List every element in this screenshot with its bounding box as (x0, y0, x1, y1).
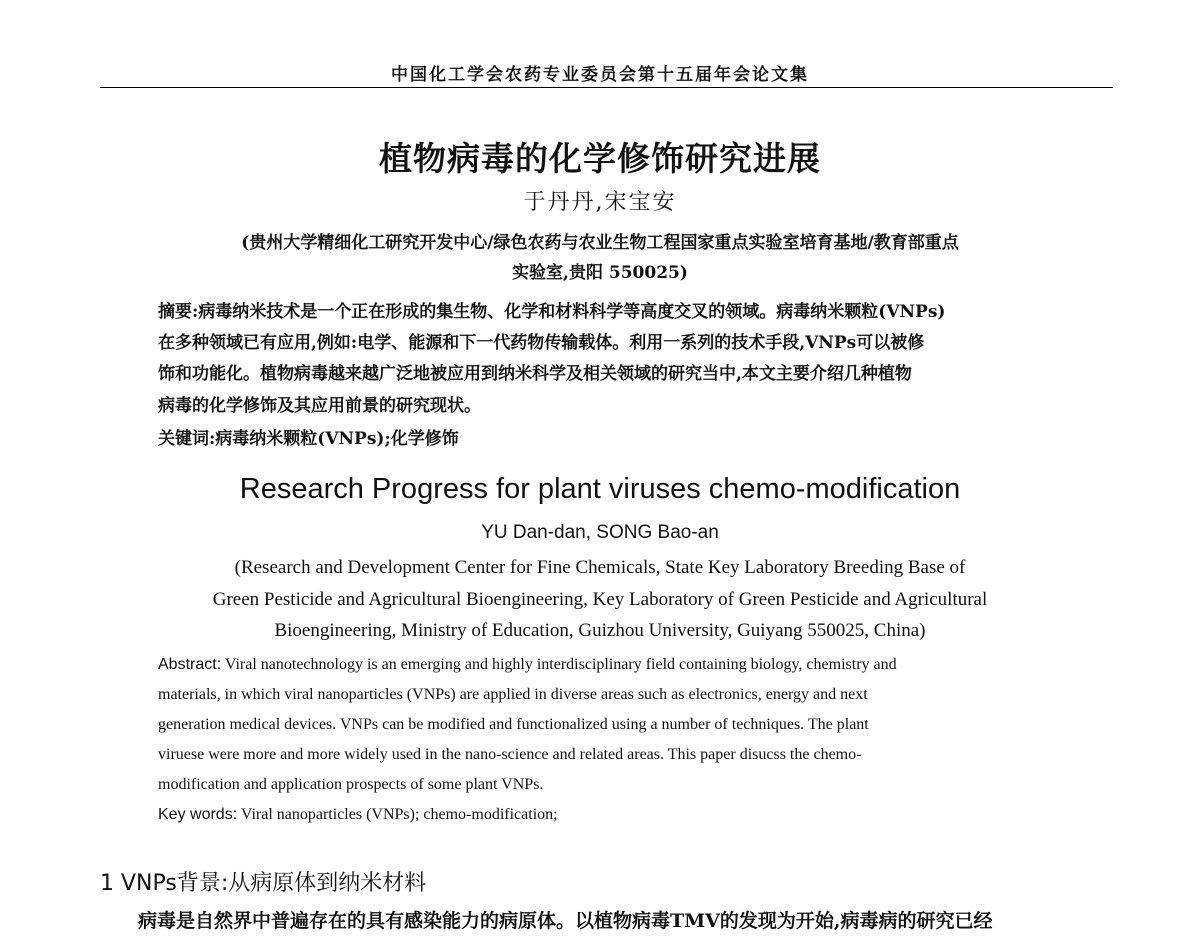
keywords-cn: 关键词:病毒纳米颗粒(VNPs);化学修饰 (158, 429, 459, 449)
abstract-en-line-5: modification and application prospects of some plant VNPs. (158, 776, 544, 793)
affiliation-cn-line-2: 实验室,贵阳 550025) (512, 263, 688, 283)
paper-title-en: Research Progress for plant viruses chemo-modification (239, 473, 961, 505)
abstract-en-label: Abstract: (158, 656, 222, 673)
abstract-cn-line-4: 病毒的化学修饰及其应用前景的研究现状。 (158, 396, 481, 416)
header-rule (100, 87, 1113, 88)
authors-cn: 于丹丹,宋宝安 (523, 190, 677, 215)
affiliation-en-line-2: Green Pesticide and Agricultural Bioengineering, Key Laboratory of Green Pesticide and Agricultural (212, 589, 988, 610)
affiliation-cn-line-1: (贵州大学精细化工研究开发中心/绿色农药与农业生物工程国家重点实验室培育基地/教育部重点 (241, 233, 959, 253)
affiliation-en-line-3: Bioengineering, Ministry of Education, Guizhou University, Guiyang 550025, China) (274, 620, 926, 641)
abstract-cn-label: 摘要: (158, 302, 199, 322)
running-header: 中国化工学会农药专业委员会第十五届年会论文集 (391, 65, 809, 85)
keywords-en-label: Key words: (158, 806, 238, 823)
abstract-cn-line-2: 在多种领域已有应用,例如:电学、能源和下一代药物传输载体。利用一系列的技术手段,VNPs可以被修 (158, 333, 925, 353)
keywords-cn-label: 关键词: (158, 429, 216, 449)
abstract-cn-line-1: 摘要:病毒纳米技术是一个正在形成的集生物、化学和材料科学等高度交叉的领域。病毒纳米颗粒(VNPs) (158, 302, 946, 322)
abstract-en-line-4: viruese were more and more widely used in the nano-science and related areas. This paper disucss the chemo- (158, 746, 862, 763)
paper-title-cn: 植物病毒的化学修饰研究进展 (379, 139, 821, 178)
affiliation-en-line-1: (Research and Development Center for Fine Chemicals, State Key Laboratory Breeding Base of (234, 557, 966, 578)
abstract-en-line-3: generation medical devices. VNPs can be modified and functionalized using a number of techniques. The plant (158, 716, 869, 733)
abstract-en-line-2: materials, in which viral nanoparticles (VNPs) are applied in diverse areas such as electronics, energy and next (158, 686, 868, 703)
abstract-en-line-1: Abstract: Viral nanotechnology is an emerging and highly interdisciplinary field containing biology, chemistry and (158, 656, 897, 673)
authors-en: YU Dan-dan, SONG Bao-an (481, 522, 719, 543)
section-heading-1: 1 VNPs背景:从病原体到纳米材料 (100, 871, 427, 896)
abstract-cn-line-3: 饰和功能化。植物病毒越来越广泛地被应用到纳米科学及相关领域的研究当中,本文主要介绍几种植物 (158, 364, 912, 384)
body-paragraph-line-1: 病毒是自然界中普遍存在的具有感染能力的病原体。以植物病毒TMV的发现为开始,病毒病的研究已经 (138, 910, 993, 932)
keywords-en: Key words: Viral nanoparticles (VNPs); chemo-modification; (158, 806, 558, 823)
